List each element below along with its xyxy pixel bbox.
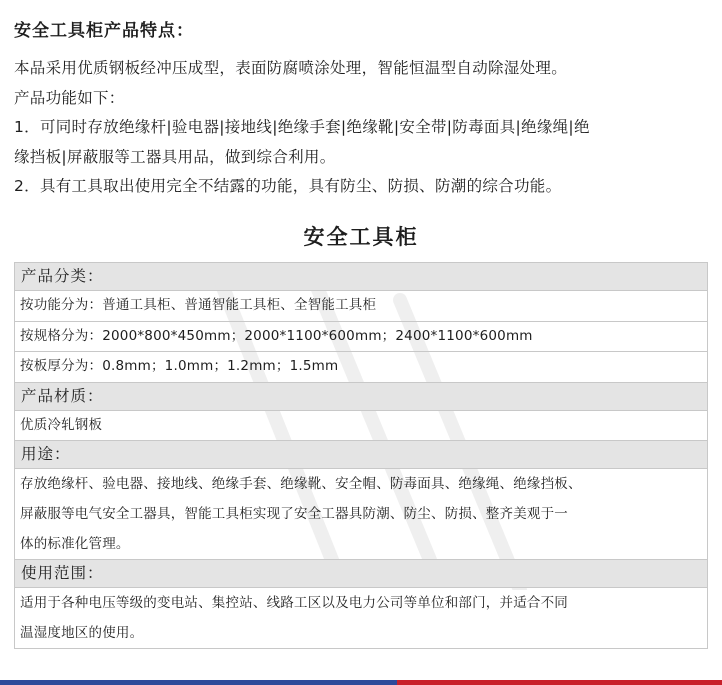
- scope-line-1: 适用于各种电压等级的变电站、集控站、线路工区以及电力公司等单位和部门，并适合不同: [20, 595, 568, 611]
- row-by-spec: 按规格分为：2000*800*450mm；2000*1100*600mm；2400*1100*600mm: [15, 322, 707, 353]
- table-title: 安全工具柜: [303, 225, 419, 249]
- features-line-3: 1．可同时存放绝缘杆|验电器|接地线|绝缘手套|绝缘靴|安全带|防毒面具|绝缘绳|绝: [14, 118, 590, 136]
- usage-line-1: 存放绝缘杆、验电器、接地线、绝缘手套、绝缘靴、安全帽、防毒面具、绝缘绳、绝缘挡板、: [20, 476, 582, 492]
- features-line-1: 本品采用优质钢板经冲压成型，表面防腐喷涂处理，智能恒温型自动除湿处理。: [14, 59, 568, 77]
- row-scope: [15, 588, 707, 649]
- spec-table: [14, 262, 708, 649]
- section-material: 产品材质：: [15, 383, 707, 411]
- features-heading: 安全工具柜产品特点：: [14, 21, 194, 41]
- features-line-2: 产品功能如下：: [14, 88, 125, 107]
- usage-line-3: 体的标准化管理。: [20, 536, 130, 552]
- row-by-thickness: 按板厚分为：0.8mm；1.0mm；1.2mm；1.5mm: [15, 352, 707, 383]
- section-usage: 用途：: [15, 441, 707, 469]
- features-line-4: 缘挡板|屏蔽服等工器具用品，做到综合利用。: [14, 147, 336, 166]
- scope-line-2: 温湿度地区的使用。: [20, 625, 144, 641]
- features-line-5: 2．具有工具取出使用完全不结露的功能，具有防尘、防损、防潮的综合功能。: [14, 177, 562, 195]
- usage-line-2: 屏蔽服等电气安全工器具，智能工具柜实现了安全工器具防潮、防尘、防损、整齐美观于一: [20, 506, 568, 522]
- section-scope: 使用范围：: [15, 560, 707, 588]
- row-by-function: 按功能分为：普通工具柜、普通智能工具柜、全智能工具柜: [15, 291, 707, 322]
- bottom-accent-bar: [0, 680, 722, 685]
- product-features: [14, 18, 714, 202]
- row-material: 优质冷轧钢板: [15, 411, 707, 442]
- row-usage: [15, 469, 707, 560]
- section-category: 产品分类：: [15, 263, 707, 291]
